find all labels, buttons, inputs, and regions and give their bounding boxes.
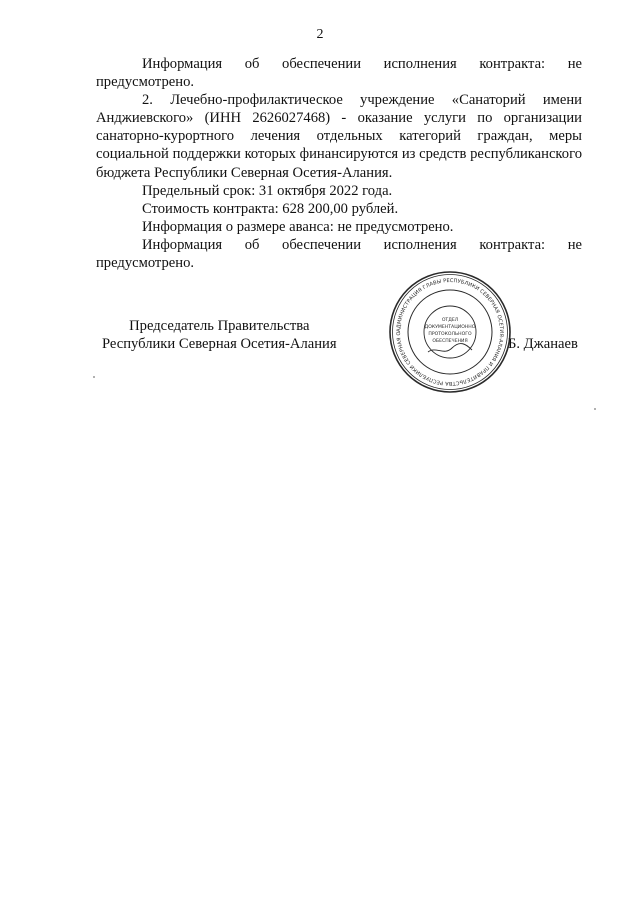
document-body (96, 55, 582, 272)
seal-outer-text: АДМИНИСТРАЦИЯ ГЛАВЫ РЕСПУБЛИКИ СЕВЕРНАЯ ОСЕТИЯ-АЛАНИЯ И ПРАВИТЕЛЬСТВА РЕСПУБЛИКИ СЕВЕРНАЯ О (395, 277, 505, 387)
seal-line3: ПРОТОКОЛЬНОГО (428, 332, 472, 337)
official-seal (388, 270, 512, 394)
paragraph-deadline: Предельный срок: 31 октября 2022 года. (142, 182, 393, 199)
paragraph-guarantee-info-2: Информация об обеспечении исполнения контракта: не предусмотрено. (96, 236, 582, 272)
scan-artifact-dot (594, 408, 596, 410)
page-number: 2 (316, 27, 324, 42)
signatory-name: Б. Джанаев (508, 336, 578, 352)
seal-signature-stroke (428, 344, 472, 352)
signatory-position-line2: Республики Северная Осетия-Алания (102, 336, 337, 352)
signatory-position-line1: Председатель Правительства (129, 318, 310, 334)
paragraph-guarantee-info-1: Информация об обеспечении исполнения контракта: не предусмотрено. (96, 56, 582, 91)
seal-line2: ДОКУМЕНТАЦИОННО (424, 325, 476, 330)
scan-artifact-dot (93, 376, 95, 378)
seal-line4: ОБЕСПЕЧЕНИЯ (432, 339, 468, 344)
paragraph-item-2: 2. Лечебно-профилактическое учреждение «Санаторий имени Анджиевского» (ИНН 2626027468) - оказание услуги по организации санаторно-курортного лечения отдельных категорий граждан, меры социальной поддержки которых финансируются из средств республиканского бюджета Республики Северная Осетия-Алания. (96, 92, 582, 181)
signatory-position (102, 317, 337, 353)
seal-line1: ОТДЕЛ (441, 318, 459, 323)
paragraph-advance-info: Информация о размере аванса: не предусмотрено. (142, 218, 454, 235)
paragraph-contract-cost: Стоимость контракта: 628 200,00 рублей. (142, 200, 399, 217)
